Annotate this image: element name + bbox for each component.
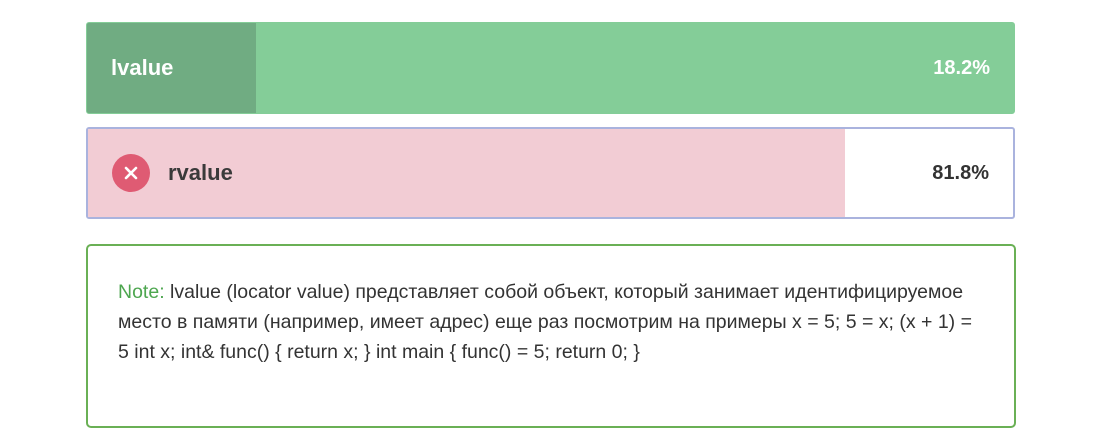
option-label: rvalue (168, 160, 233, 185)
option-label: lvalue (111, 55, 174, 80)
option-content (87, 23, 1014, 113)
note-text: lvalue (locator value) представляет собой объект, который занимает идентифицируемое место в памяти (например, имеет адрес) еще раз посмотрим на примеры x = 5; 5 = x; (x + 1) = 5 int x; int& func() { return x; } int main { func() = 5; return 0; } (118, 281, 972, 363)
note-label: Note: (118, 281, 171, 303)
close-icon (112, 154, 150, 192)
note-box (86, 244, 1016, 428)
answer-option-lvalue[interactable] (86, 22, 1015, 114)
option-percent: 81.8% (932, 161, 989, 184)
answer-option-rvalue[interactable] (86, 127, 1015, 219)
option-content (88, 129, 1013, 217)
close-icon-glyph (123, 165, 139, 181)
option-percent: 18.2% (933, 56, 990, 79)
